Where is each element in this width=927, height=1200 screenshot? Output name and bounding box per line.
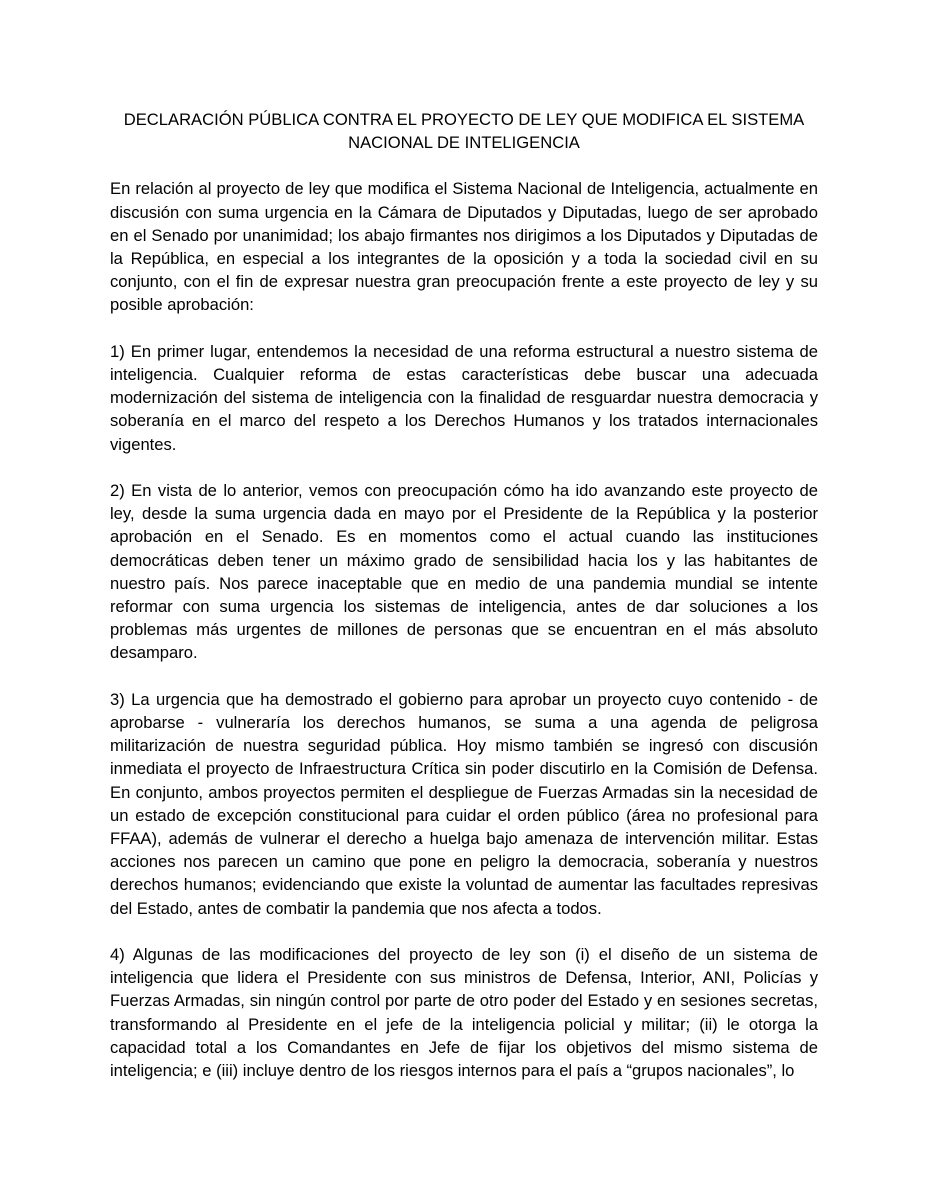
document-title: DECLARACIÓN PÚBLICA CONTRA EL PROYECTO DE LEY QUE MODIFICA EL SISTEMA NACIONAL DE INTELIGENCIA xyxy=(123,110,805,153)
paragraph-point-1: 1) En primer lugar, entendemos la necesidad de una reforma estructural a nuestro sistema de inteligencia. Cualquier reforma de estas características debe buscar una adecuada modernización del sistema de inteligencia con la finalidad de resguardar nuestra democracia y soberanía en el marco del respeto a los Derechos Humanos y los tratados internacionales vigentes. xyxy=(110,341,818,454)
document-body xyxy=(110,108,818,1105)
intro-paragraph: En relación al proyecto de ley que modifica el Sistema Nacional de Inteligencia, actualmente en discusión con suma urgencia en la Cámara de Diputados y Diputadas, luego de ser aprobado en el Senado por unanimidad; los abajo firmantes nos dirigimos a los Diputados y Diputadas de la República, en especial a los integrantes de la oposición y a toda la sociedad civil en su conjunto, con el fin de expresar nuestra gran preocupación frente a este proyecto de ley y su posible aprobación: xyxy=(110,179,818,315)
paragraph-point-4: 4) Algunas de las modificaciones del proyecto de ley son (i) el diseño de un sistema de inteligencia que lidera el Presidente con sus ministros de Defensa, Interior, ANI, Policías y Fuerzas Armadas, sin ningún control por parte de otro poder del Estado y en sesiones secretas, transformando al Presidente en el jefe de la inteligencia policial y militar; (ii) le otorga la capacidad total a los Comandantes en Jefe de fijar los objetivos del mismo sistema de inteligencia; e (iii) incluye dentro de los riesgos internos para el país a “grupos nacionales”, lo xyxy=(110,945,818,1081)
paragraph-point-2: 2) En vista de lo anterior, vemos con preocupación cómo ha ido avanzando este proyecto de ley, desde la suma urgencia dada en mayo por el Presidente de la República y la posterior aprobación en el Senado. Es en momentos como el actual cuando las instituciones democráticas deben tener un máximo grado de sensibilidad hacia los y las habitantes de nuestro país. Nos parece inaceptable que en medio de una pandemia mundial se intente reformar con suma urgencia los sistemas de inteligencia, antes de dar soluciones a los problemas más urgentes de millones de personas que se encuentran en el más absoluto desamparo. xyxy=(110,481,818,663)
paragraph-point-3: 3) La urgencia que ha demostrado el gobierno para aprobar un proyecto cuyo contenido - de aprobarse - vulneraría los derechos humanos, se suma a una agenda de peligrosa militarización de nuestra seguridad pública. Hoy mismo también se ingresó con discusión inmediata el proyecto de Infraestructura Crítica sin poder discutirlo en la Comisión de Defensa. En conjunto, ambos proyectos permiten el despliegue de Fuerzas Armadas sin la necesidad de un estado de excepción constitucional para cuidar el orden público (área no profesional para FFAA), además de vulnerar el derecho a huelga bajo amenaza de intervención militar. Estas acciones nos parecen un camino que pone en peligro la democracia, soberanía y nuestros derechos humanos; evidenciando que existe la voluntad de aumentar las facultades represivas del Estado, antes de combatir la pandemia que nos afecta a todos. xyxy=(110,689,818,918)
